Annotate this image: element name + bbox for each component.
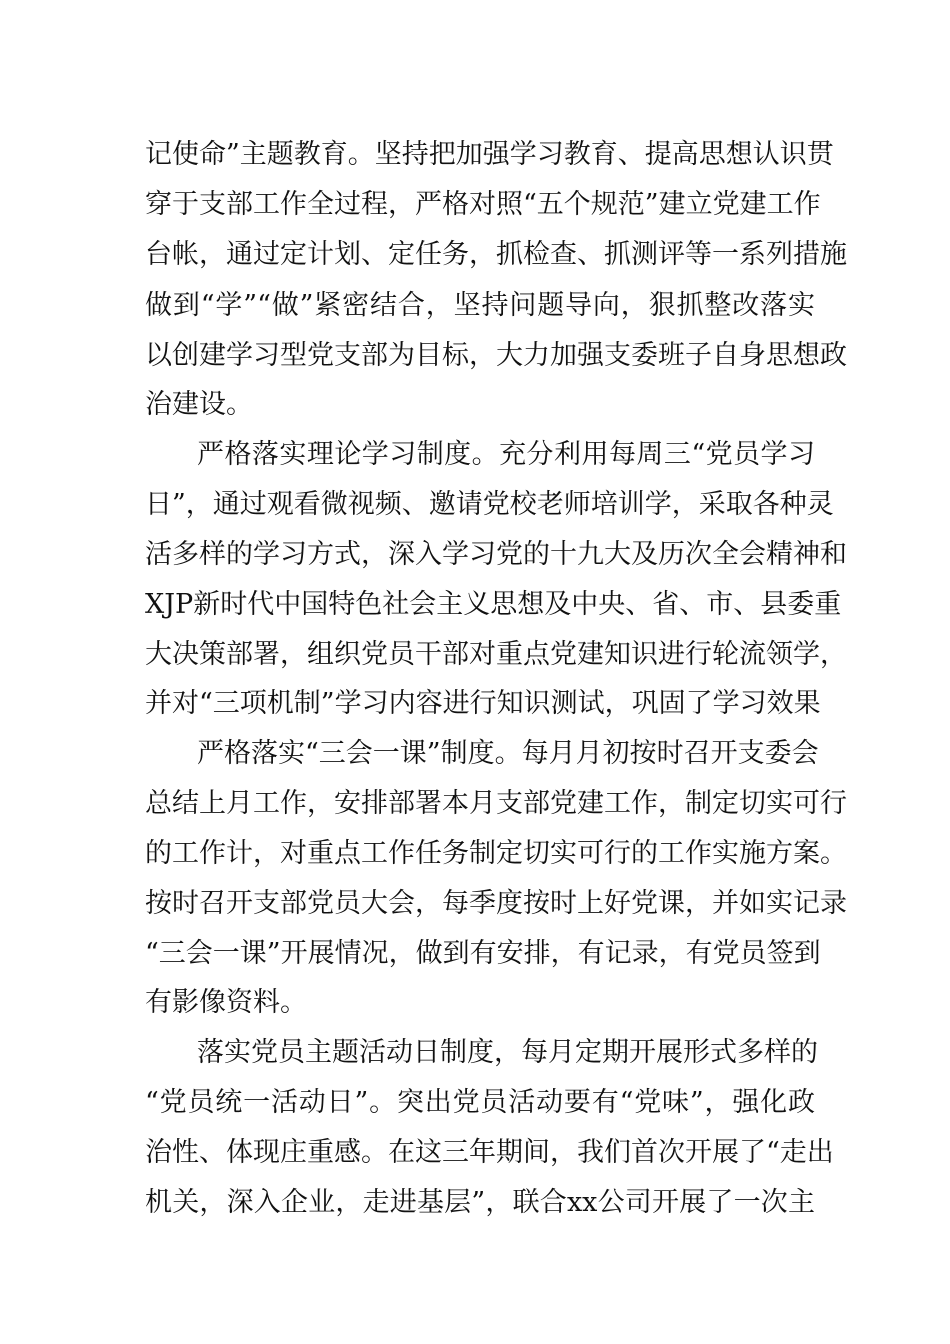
text-line: XJP新时代中国特色社会主义思想及中央、省、市、县委重 [145, 589, 842, 620]
text-line: 记使命”主题教育。坚持把加强学习教育、提高思想认识贯 [145, 139, 834, 170]
text-line: 日”，通过观看微视频、邀请党校老师培训学，采取各种灵 [145, 489, 834, 520]
text-line: 以创建学习型党支部为目标，大力加强支委班子自身思想政 [145, 340, 847, 371]
text-line: 大决策部署，组织党员干部对重点党建知识进行轮流领学， [145, 639, 847, 670]
text-line: 治建设。 [145, 389, 253, 420]
text-line: 治性、体现庄重感。在这三年期间，我们首次开展了“走出 [145, 1137, 834, 1168]
text-line: 的工作计，对重点工作任务制定切实可行的工作实施方案。 [145, 838, 847, 869]
text-line: “三会一课”开展情况，做到有安排，有记录，有党员签到 [145, 938, 821, 969]
text-line: 总结上月工作，安排部署本月支部党建工作，制定切实可行 [145, 788, 847, 819]
text-line: 台帐，通过定计划、定任务，抓检查、抓测评等一系列措施 [145, 239, 847, 270]
text-line: 按时召开支部党员大会，每季度按时上好党课，并如实记录 [145, 888, 847, 919]
paragraph-first-line: 落实党员主题活动日制度，每月定期开展形式多样的 [197, 1037, 818, 1068]
text-line: 穿于支部工作全过程，严格对照“五个规范”建立党建工作 [145, 189, 821, 220]
paragraph-first-line: 严格落实“三会一课”制度。每月月初按时召开支委会 [197, 738, 819, 769]
text-line: 机关，深入企业，走进基层”，联合xx公司开展了一次主 [145, 1187, 815, 1218]
text-line: 活多样的学习方式，深入学习党的十九大及历次全会精神和 [145, 539, 847, 570]
text-line: 做到“学”“做”紧密结合，坚持问题导向，狠抓整改落实 [145, 290, 815, 321]
text-line: 并对“三项机制”学习内容进行知识测试，巩固了学习效果 [145, 688, 821, 719]
text-line: 有影像资料。 [145, 987, 307, 1018]
paragraph-first-line: 严格落实理论学习制度。充分利用每周三“党员学习 [197, 439, 815, 470]
text-line: “党员统一活动日”。突出党员活动要有“党味”，强化政 [145, 1087, 815, 1118]
